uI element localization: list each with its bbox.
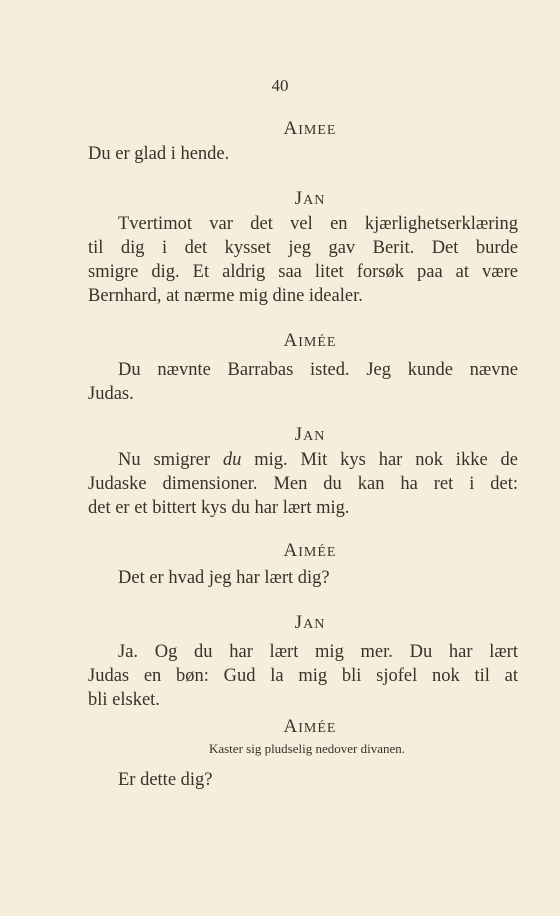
dialogue-line: Judas en bøn: Gud la mig bli sjofel nok til at <box>88 666 518 686</box>
speaker-name: JAN <box>294 612 326 633</box>
speaker-name: AIMÉE <box>283 540 337 561</box>
speaker-name: JAN <box>294 424 326 445</box>
dialogue-line: Det er hvad jeg har lært dig? <box>118 568 330 588</box>
dialogue-line: Du er glad i hende. <box>88 144 230 164</box>
speaker-name: AIMÉE <box>283 330 337 351</box>
dialogue-line: det er et bittert kys du har lært mig. <box>88 498 350 518</box>
speaker-name: AIMEE <box>283 118 337 139</box>
dialogue-line: Bernhard, at nærme mig dine idealer. <box>88 286 363 306</box>
dialogue-line: Ja. Og du har lært mig mer. Du har lært <box>118 642 518 662</box>
dialogue-line: Judas. <box>88 384 134 404</box>
speaker-name: JAN <box>294 188 326 209</box>
dialogue-line: bli elsket. <box>88 690 160 710</box>
dialogue-line: Du nævnte Barrabas isted. Jeg kunde nævne <box>118 360 518 380</box>
dialogue-line: Judaske dimensioner. Men du kan ha ret i det: <box>88 474 518 494</box>
dialogue-line: Er dette dig? <box>118 770 213 790</box>
dialogue-line: til dig i det kysset jeg gav Berit. Det burde <box>88 238 518 258</box>
dialogue-line: Nu smigrer du mig. Mit kys har nok ikke de <box>118 450 518 470</box>
dialogue-line: smigre dig. Et aldrig saa litet forsøk paa at være <box>88 262 518 282</box>
dialogue-line: Tvertimot var det vel en kjærlighetserklæring <box>118 214 518 234</box>
speaker-name: AIMÉE <box>283 716 337 737</box>
page-number: 40 <box>271 76 289 95</box>
stage-direction: Kaster sig pludselig nedover divanen. <box>208 741 406 756</box>
